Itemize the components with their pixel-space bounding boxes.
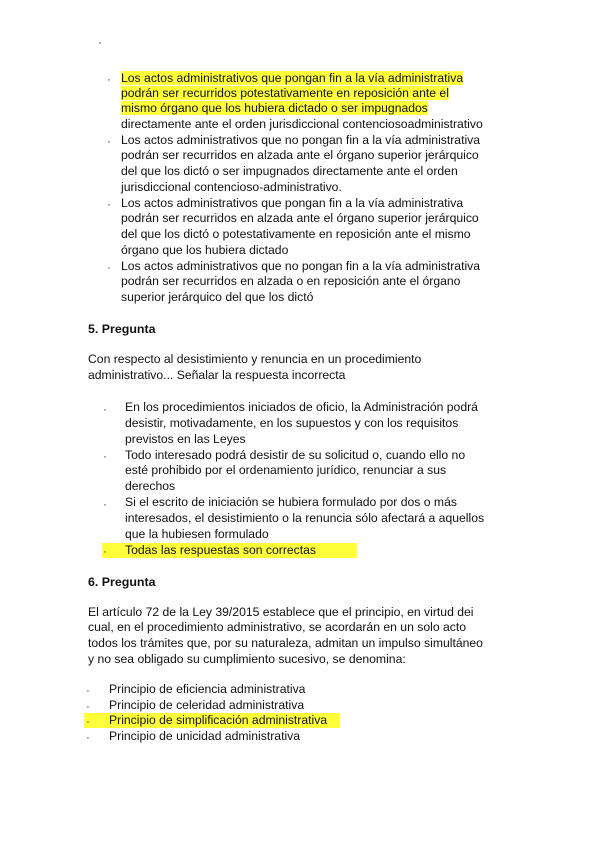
q4-option-2-line-2: podrán ser recurridos en alzada ante el órgano superior jerárquico xyxy=(121,148,479,162)
q4-option-4-line-3: superior jerárquico del que los dictó xyxy=(121,290,314,304)
q4-option-4-line-2: podrán ser recurridos en alzada o en reposición ante el órgano xyxy=(121,274,461,288)
top-bullet: · xyxy=(98,37,102,49)
q5-option-2-line-3: derechos xyxy=(125,479,176,493)
q4-option-3-line-1: Los actos administrativos que pongan fin a la vía administrativa xyxy=(121,196,464,210)
q6-option-1-text: Principio de eficiencia administrativa xyxy=(109,682,306,696)
q5-option-1-line-2: desistir, motivadamente, en los supuestos y con los requisitos xyxy=(125,416,459,430)
q4-option-1-line-2: podrán ser recurridos potestativamente en reposición ante el xyxy=(121,86,449,100)
q5-option-3-line-3: que la hubiesen formulado xyxy=(125,527,269,541)
bullet-icon: · xyxy=(107,74,111,86)
q5-option-2-line-1: Todo interesado podrá desistir de su solicitud o, cuando ello no xyxy=(125,448,466,462)
q5-option-1-line-1: En los procedimientos iniciados de oficio, la Administración podrá xyxy=(125,400,478,414)
q5-prompt-line-1: Con respecto al desistimiento y renuncia en un procedimiento xyxy=(88,352,422,366)
q5-prompt-line-2: administrativo... Señalar la respuesta incorrecta xyxy=(88,368,346,382)
q5-option-1-line-3: previstos en las Leyes xyxy=(125,432,246,446)
q6-prompt-line-3: todos los trámites que, por su naturaleza, admitan un impulso simultáneo xyxy=(88,636,483,650)
q5-heading: 5. Pregunta xyxy=(88,322,156,336)
q4-option-1-line-3: mismo órgano que los hubiera dictado o ser impugnados xyxy=(121,101,428,115)
q4-option-3-line-2: podrán ser recurridos en alzada ante el órgano superior jerárquico xyxy=(121,211,479,225)
bullet-icon: · xyxy=(86,685,90,697)
q5-option-3-line-2: interesados, el desistimiento o la renuncia sólo afectará a aquellos xyxy=(125,511,485,525)
q4-option-4-line-1: Los actos administrativos que no pongan fin a la vía administrativa xyxy=(121,259,481,273)
q6-prompt-line-1: El artículo 72 de la Ley 39/2015 establece que el principio, en virtud dei xyxy=(88,605,474,619)
q4-option-1-line-4: directamente ante el orden jurisdiccional contenciosoadministrativo xyxy=(121,117,483,131)
q4-option-3-line-3: del que los dictó o potestativamente en reposición ante el mismo xyxy=(121,227,471,241)
q6-option-3-text: Principio de simplificación administrativa xyxy=(109,713,328,727)
bullet-icon: · xyxy=(86,732,90,744)
q6-prompt-line-4: y no sea obligado su cumplimiento sucesivo, se denomina: xyxy=(88,652,406,666)
bullet-icon: · xyxy=(107,199,111,211)
q4-option-3-line-4: órgano que los hubiera dictado xyxy=(121,243,289,257)
bullet-icon: · xyxy=(86,701,90,713)
q5-option-2-line-2: esté prohibido por el ordenamiento jurídico, renunciar a sus xyxy=(125,463,447,477)
bullet-icon: · xyxy=(103,451,107,463)
q5-option-4-line-1: Todas las respuestas son correctas xyxy=(125,543,317,557)
bullet-icon: · xyxy=(103,404,107,416)
q4-option-1-line-1: Los actos administrativos que pongan fin a la vía administrativa xyxy=(121,71,464,85)
q6-prompt-line-2: cual, en el procedimiento administrativo, se acordarán en un solo acto xyxy=(88,620,467,634)
bullet-icon: · xyxy=(103,546,107,558)
q6-heading: 6. Pregunta xyxy=(88,575,156,589)
q4-option-2-line-3: del que los dictó o ser impugnados directamente ante el orden xyxy=(121,164,458,178)
q5-option-3-line-1: Si el escrito de iniciación se hubiera formulado por dos o más xyxy=(125,495,457,509)
bullet-icon: · xyxy=(103,499,107,511)
q6-option-4-text: Principio de unicidad administrativa xyxy=(109,729,301,743)
bullet-icon: · xyxy=(107,262,111,274)
q4-option-2-line-4: jurisdiccional contencioso-administrativo. xyxy=(121,180,342,194)
bullet-icon: · xyxy=(107,136,111,148)
q6-option-2-text: Principio de celeridad administrativa xyxy=(109,698,305,712)
bullet-icon: · xyxy=(86,716,90,728)
q4-option-2-line-1: Los actos administrativos que no pongan fin a la vía administrativa xyxy=(121,133,481,147)
